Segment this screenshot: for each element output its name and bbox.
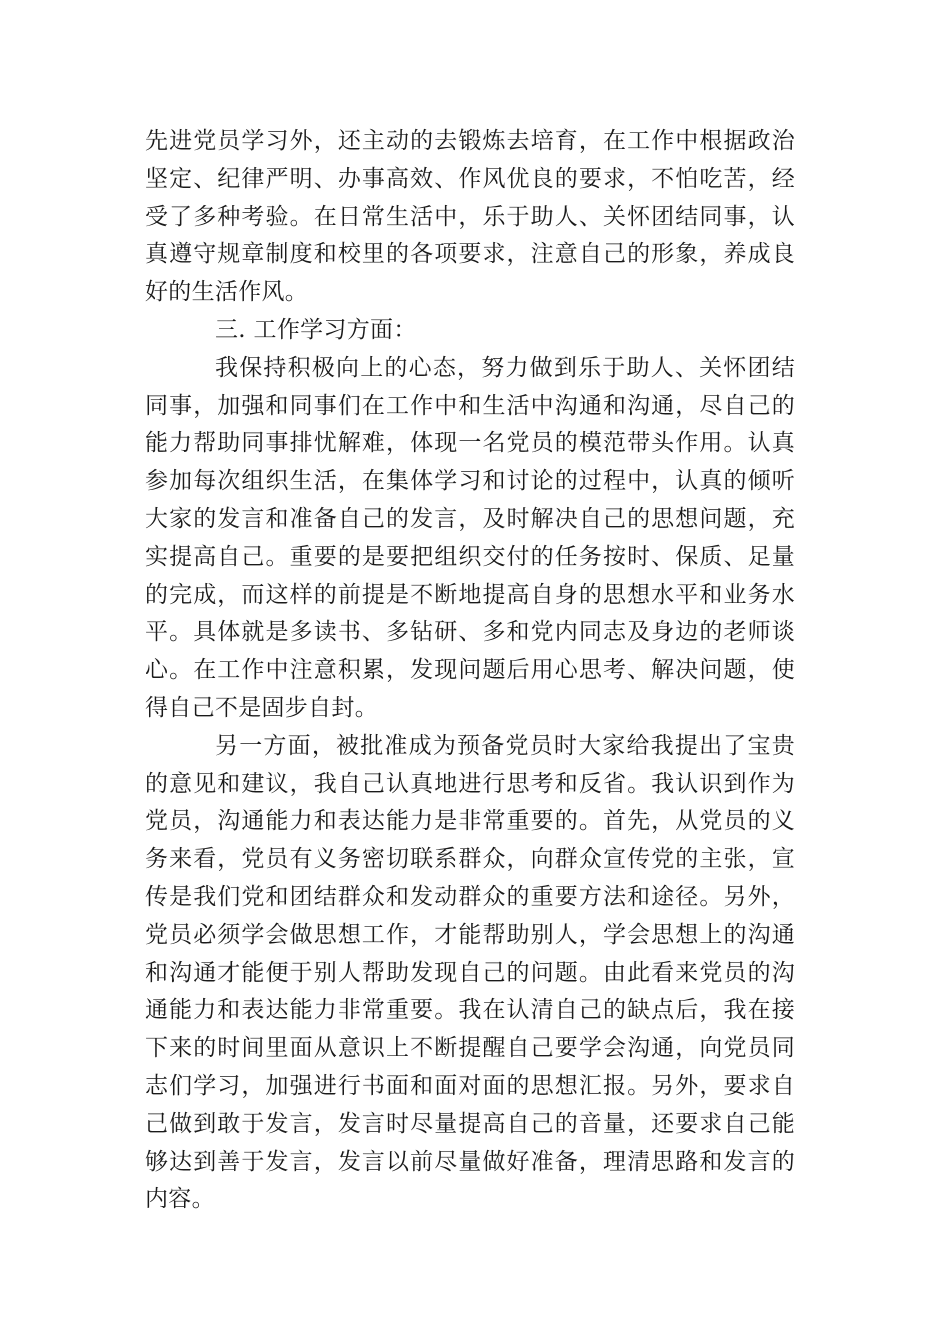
paragraph-other-aspect: 另一方面，被批准成为预备党员时大家给我提出了宝贵的意见和建议，我自己认真地进行思考和反省。我认识到作为党员，沟通能力和表达能力是非常重要的。首先，从党员的义务来看，党员有义务密切联系群众，向群众宣传党的主张，宣传是我们党和团结群众和发动群众的重要方法和途径。另外，党员必须学会做思想工作，才能帮助别人，学会思想上的沟通和沟通才能便于别人帮助发现自己的问题。由此看来党员的沟通能力和表达能力非常重要。我在认清自己的缺点后，我在接下来的时间里面从意识上不断提醒自己要学会沟通，向党员同志们学习，加强进行书面和面对面的思想汇报。另外，要求自己做到敢于发言，发言时尽量提高自己的音量，还要求自己能够达到善于发言，发言以前尽量做好准备，理清思路和发言的内容。 — [145, 732, 795, 1213]
paragraph-continued: 先进党员学习外，还主动的去锻炼去培育，在工作中根据政治坚定、纪律严明、办事高效、作风优良的要求，不怕吃苦，经受了多种考验。在日常生活中，乐于助人、关怀团结同事，认真遵守规章制度和校里的各项要求，注意自己的形象，养成良好的生活作风。 — [145, 128, 795, 306]
section-heading-work-study: 三. 工作学习方面： — [215, 316, 417, 343]
document-body — [145, 123, 795, 1219]
paragraph-work-study: 我保持积极向上的心态，努力做到乐于助人、关怀团结同事，加强和同事们在工作中和生活中沟通和沟通，尽自己的能力帮助同事排忧解难，体现一名党员的模范带头作用。认真参加每次组织生活，在集体学习和讨论的过程中，认真的倾听大家的发言和准备自己的发言，及时解决自己的思想问题，充实提高自己。重要的是要把组织交付的任务按时、保质、足量的完成，而这样的前提是不断地提高自身的思想水平和业务水平。具体就是多读书、多钻研、多和党内同志及身边的老师谈心。在工作中注意积累，发现问题后用心思考、解决问题，使得自己不是固步自封。 — [145, 354, 795, 721]
